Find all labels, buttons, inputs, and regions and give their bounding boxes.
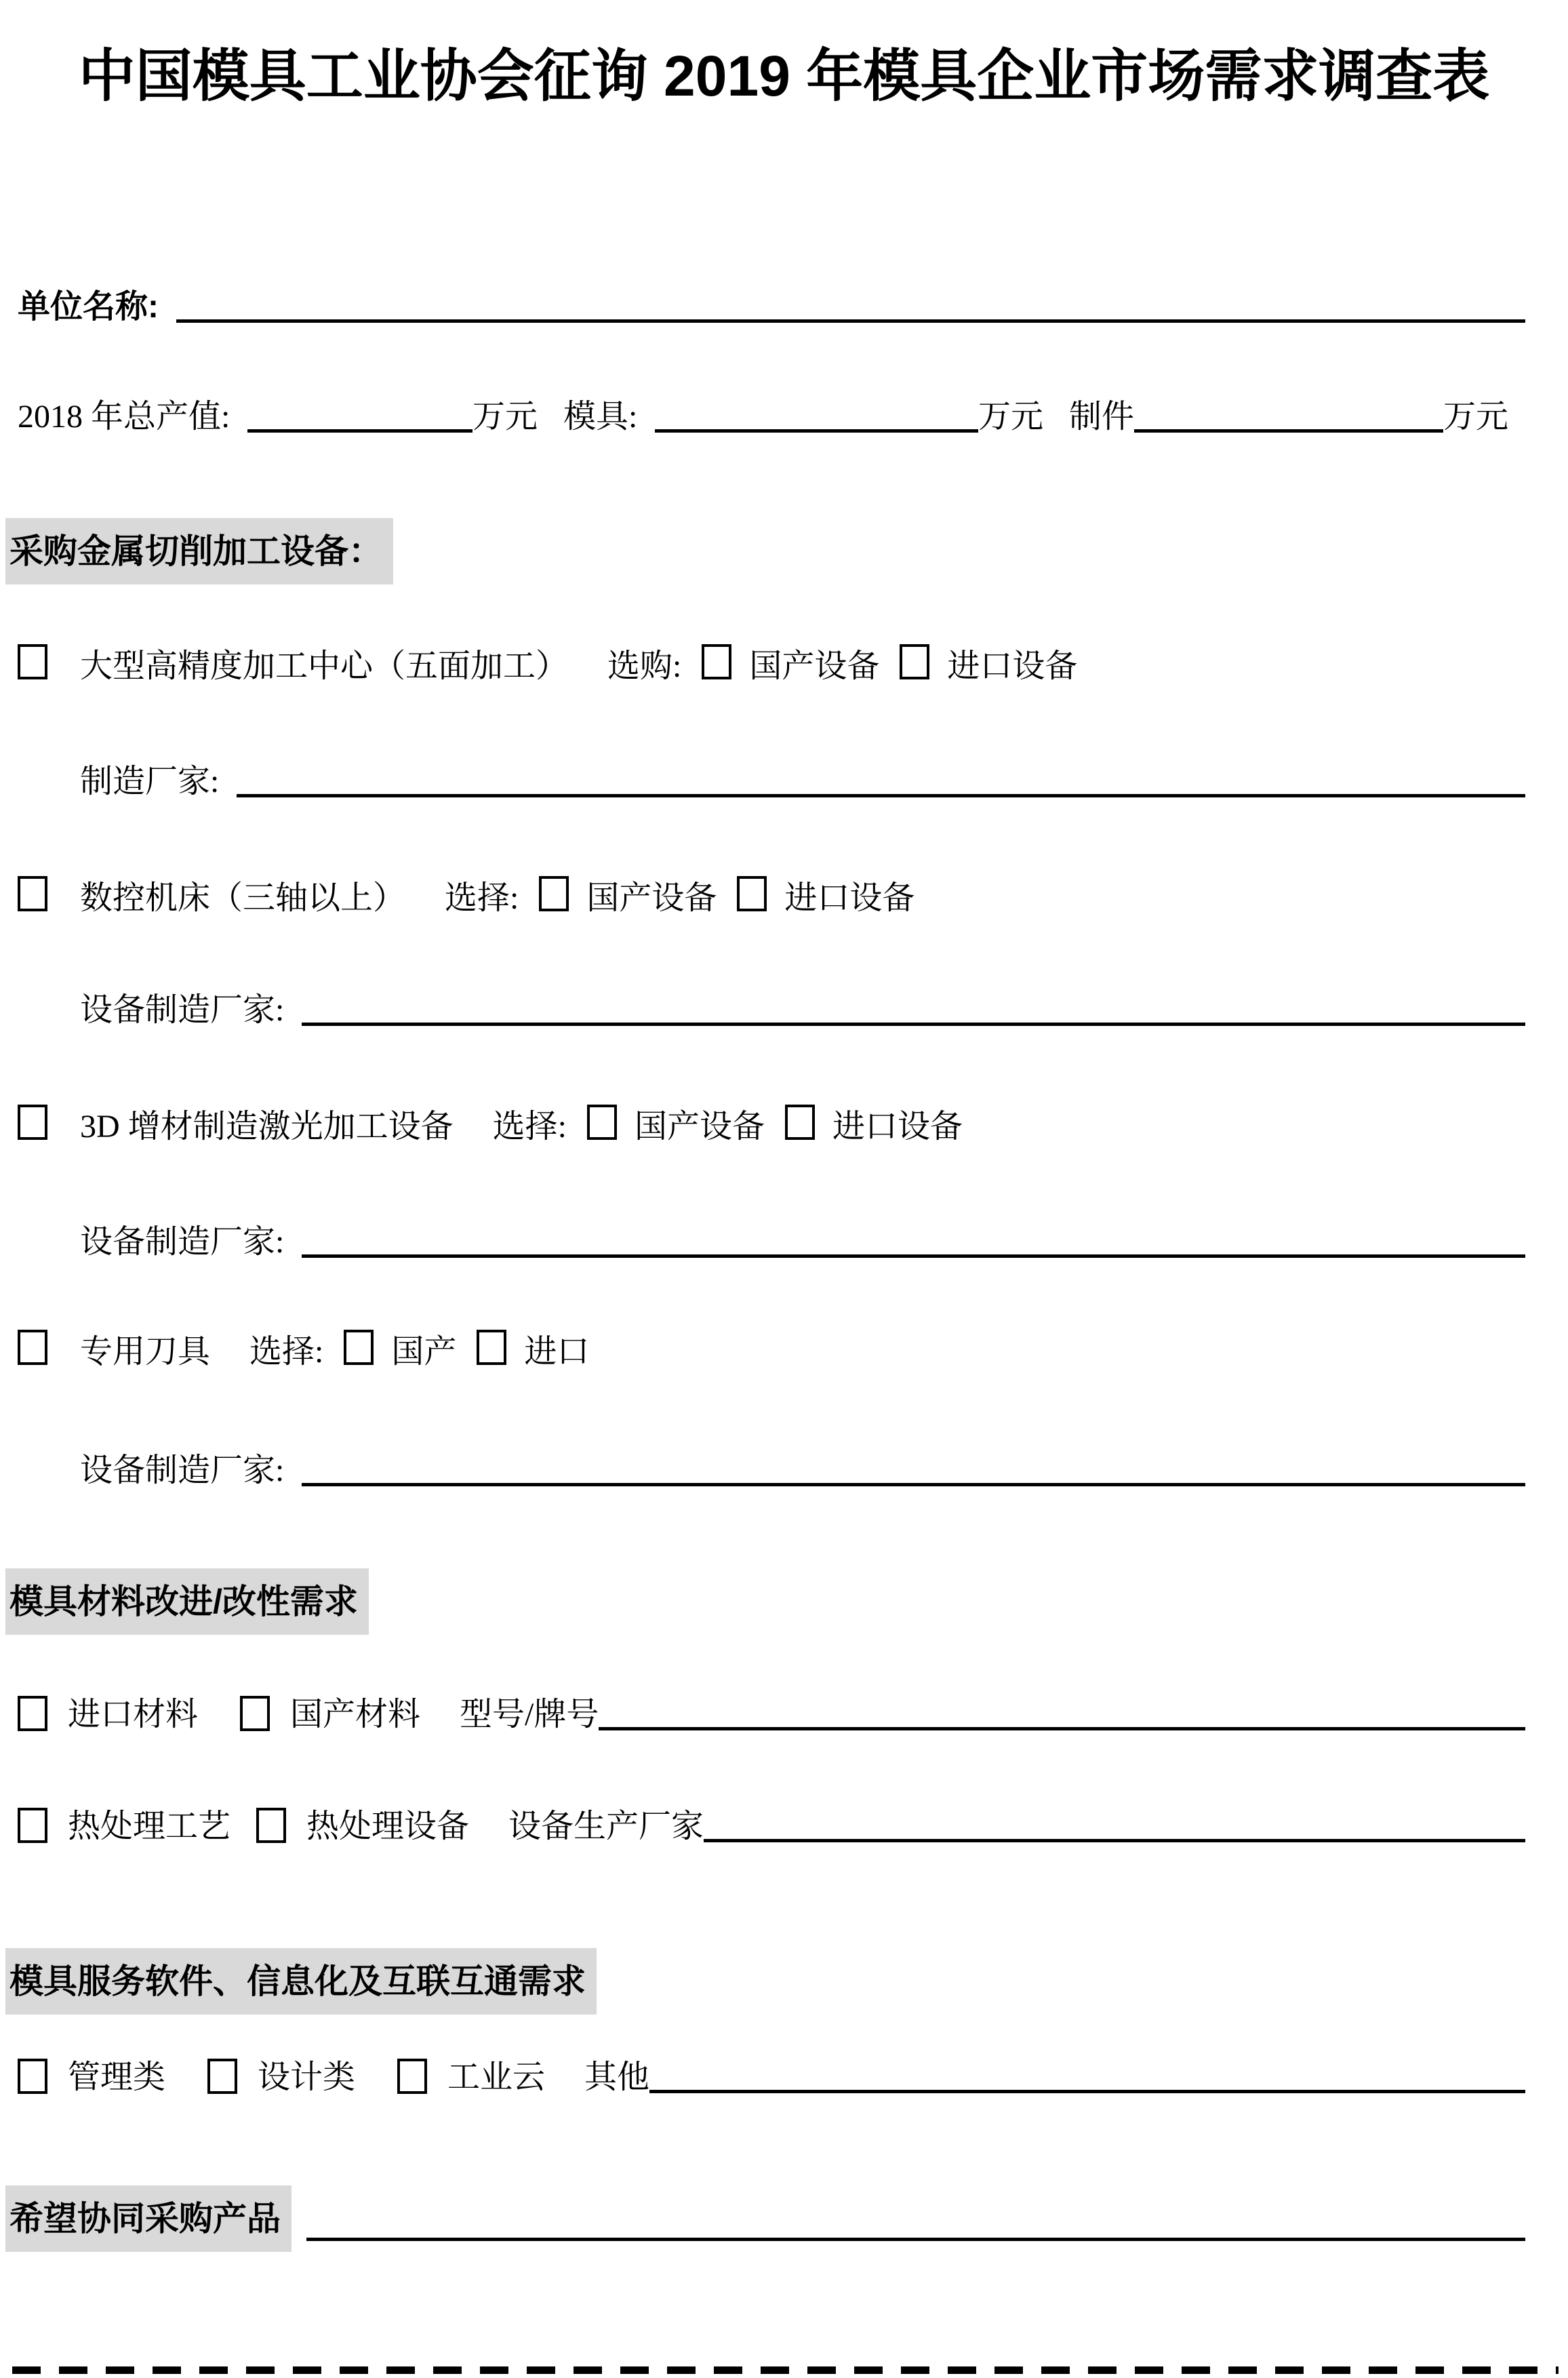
checkbox-cnc-machine[interactable]: [18, 876, 47, 911]
model-number-input-line[interactable]: [599, 1727, 1525, 1730]
maker-row: [80, 761, 1525, 803]
option-label: 进口设备: [832, 1109, 963, 1145]
option-label: 管理类: [68, 2059, 166, 2095]
option-label: 热处理工艺: [68, 1808, 231, 1844]
equipment-row-cnc-machine: [18, 876, 1525, 919]
checkbox-heat-treatment-process[interactable]: [18, 1808, 47, 1843]
parts-output-input-line[interactable]: [1134, 429, 1443, 433]
option-label: 进口: [524, 1334, 590, 1370]
other-input-line[interactable]: [649, 2090, 1525, 2093]
option-label: 国产: [391, 1334, 457, 1370]
output-2018-row: [18, 396, 1508, 438]
unit-wanyuan: 万元: [472, 399, 538, 435]
checkbox-heat-treatment-equipment[interactable]: [256, 1808, 286, 1843]
equipment-row-3d-laser: [18, 1105, 1525, 1148]
equipment-row-machining-center: [18, 644, 1525, 688]
select-label: 选购:: [607, 648, 682, 684]
section-heading-materials: 模具材料改进/改性需求: [5, 1568, 369, 1635]
option-label: 工业云: [447, 2059, 546, 2095]
materials-row-2: [18, 1806, 1525, 1848]
mould-output-label: 模具:: [563, 399, 638, 435]
other-label: 其他: [584, 2059, 650, 2095]
checkbox-domestic-equipment[interactable]: [702, 644, 731, 679]
maker-input-line[interactable]: [302, 1483, 1525, 1486]
equipment-label: 3D 增材制造激光加工设备: [80, 1109, 454, 1145]
section-equipment: [5, 518, 1568, 584]
maker-row: [80, 1221, 1525, 1263]
checkbox-domestic-equipment[interactable]: [539, 876, 569, 911]
maker-label: 制造厂家:: [80, 764, 220, 799]
maker-input-line[interactable]: [237, 794, 1525, 797]
option-label: 国产设备: [749, 648, 880, 684]
maker-label: 设备制造厂家:: [80, 1224, 285, 1260]
joint-purchase-heading: 希望协同采购产品: [5, 2185, 292, 2252]
option-label: 进口材料: [68, 1697, 199, 1732]
mould-output-input-line[interactable]: [655, 429, 978, 433]
select-label: 选择:: [249, 1334, 324, 1370]
checkbox-imported-equipment[interactable]: [900, 644, 929, 679]
checkbox-domestic-material[interactable]: [240, 1696, 270, 1731]
maker-row: [80, 1450, 1525, 1492]
checkbox-imported-equipment[interactable]: [785, 1105, 815, 1140]
maker-row: [80, 989, 1525, 1031]
option-label: 热处理设备: [306, 1808, 470, 1844]
page-title: 中国模具工业协会征询 2019 年模具企业市场需求调查表: [78, 44, 1490, 108]
checkbox-design-software[interactable]: [207, 2059, 237, 2094]
maker-label: 设备制造厂家:: [80, 992, 285, 1028]
unit-name-input-line[interactable]: [176, 319, 1525, 323]
unit-name-label: 单位名称:: [18, 289, 159, 325]
joint-purchase-row: [5, 2185, 1525, 2252]
maker-input-line[interactable]: [302, 1254, 1525, 1258]
equipment-row-special-tools: [18, 1330, 1525, 1373]
option-label: 国产材料: [290, 1697, 421, 1732]
option-label: 进口设备: [947, 648, 1078, 684]
equipment-label: 专用刀具: [80, 1334, 211, 1370]
equipment-maker-input-line[interactable]: [704, 1839, 1525, 1842]
output-2018-label: 2018 年总产值:: [18, 399, 230, 435]
checkbox-management-software[interactable]: [18, 2059, 47, 2094]
checkbox-machining-center[interactable]: [18, 644, 47, 679]
checkbox-domestic[interactable]: [344, 1330, 374, 1365]
section-software: [5, 1948, 1568, 2015]
materials-row-1: [18, 1694, 1525, 1736]
equipment-label: 大型高精度加工中心（五面加工）: [80, 648, 569, 684]
total-output-input-line[interactable]: [247, 429, 473, 433]
parts-output-label: 制件: [1069, 399, 1135, 435]
checkbox-special-tools[interactable]: [18, 1330, 47, 1365]
option-label: 国产设备: [635, 1109, 765, 1145]
equipment-label: 数控机床（三轴以上）: [80, 880, 406, 916]
software-row: [18, 2057, 1525, 2099]
select-label: 选择:: [445, 880, 519, 916]
page-break-dashed-divider: [12, 2366, 1559, 2374]
select-label: 选择:: [492, 1109, 567, 1145]
joint-purchase-input-line[interactable]: [306, 2238, 1525, 2241]
maker-input-line[interactable]: [302, 1023, 1525, 1026]
checkbox-imported-material[interactable]: [18, 1696, 47, 1731]
maker-label: 设备制造厂家:: [80, 1452, 285, 1488]
section-materials: [5, 1568, 1568, 1635]
section-heading-software: 模具服务软件、信息化及互联互通需求: [5, 1948, 597, 2015]
checkbox-domestic-equipment[interactable]: [587, 1105, 617, 1140]
option-label: 进口设备: [784, 880, 915, 916]
unit-name-row: [18, 286, 1525, 328]
option-label: 国产设备: [586, 880, 717, 916]
model-number-label: 型号/牌号: [460, 1697, 599, 1732]
option-label: 设计类: [258, 2059, 356, 2095]
unit-wanyuan: 万元: [978, 399, 1044, 435]
unit-wanyuan: 万元: [1443, 399, 1508, 435]
equipment-maker-label: 设备生产厂家: [508, 1808, 704, 1844]
checkbox-industrial-cloud[interactable]: [397, 2059, 427, 2094]
checkbox-imported-equipment[interactable]: [737, 876, 767, 911]
checkbox-3d-laser[interactable]: [18, 1105, 47, 1140]
section-heading-equipment: 采购金属切削加工设备：: [5, 518, 393, 584]
checkbox-imported[interactable]: [477, 1330, 506, 1365]
